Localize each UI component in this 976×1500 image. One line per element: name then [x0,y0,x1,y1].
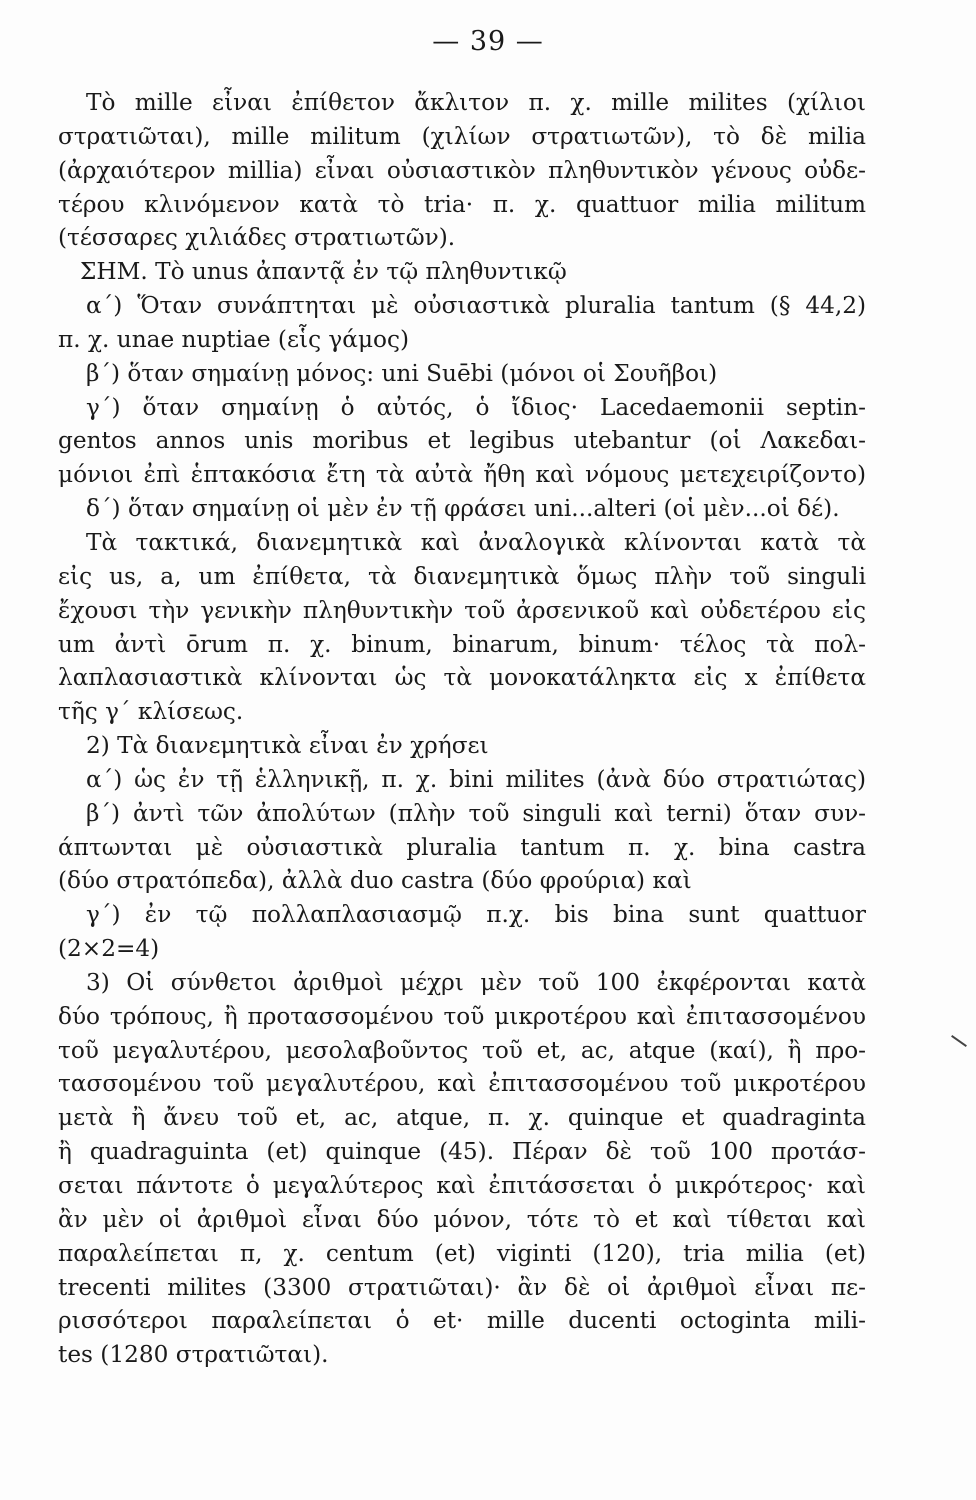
text-line: άπτωνται μὲ οὐσιαστικὰ pluralia tantum π. χ. bina castra [58,833,866,861]
text-line: Τὸ mille εἶναι ἐπίθετον ἄκλιτον π. χ. mille milites (χίλιοι [86,89,866,116]
text-line: α΄) ὡς ἐν τῇ ἑλληνικῇ, π. χ. bini milites (ἀνὰ δύο στρατιώτας) [86,765,866,793]
text-line: ἢ quadraguinta (et) quinque (45). Πέραν δὲ τοῦ 100 προτάσ- [58,1138,866,1166]
text-line: ΣΗΜ. Τὸ unus ἀπαντᾷ ἐν τῷ πληθυντικῷ [80,258,567,286]
text-line: 3) Οἱ σύνθετοι ἀριθμοὶ μέχρι μὲν τοῦ 100 ἐκφέρονται κατὰ [86,968,866,996]
text-line: ρισσότεροι παραλείπεται ὁ et· mille ducenti octoginta mili- [58,1307,866,1335]
text-line: π. χ. unae nuptiae (εἷς γάμος) [58,325,410,353]
body-text [58,86,866,1372]
text-line: δύο τρόπους, ἢ προτασσομένου τοῦ μικροτέρου καὶ ἐπιτασσομένου [58,1002,866,1030]
page-number: — 39 — [432,26,544,57]
text-line: 2) Τὰ διανεμητικὰ εἶναι ἐν χρήσει [86,732,489,760]
text-line: (2×2=4) [58,935,160,963]
text-line: um ἀντὶ ōrum π. χ. binum, binarum, binum· τέλος τὰ πολ- [58,630,866,658]
text-line: γ΄) ἐν τῷ πολλαπλασιασμῷ π.χ. bis bina sunt quattuor [86,901,866,929]
text-line: β΄) ἀντὶ τῶν ἀπολύτων (πλὴν τοῦ singuli καὶ terni) ὅταν συν- [86,799,866,827]
text-line: gentos annos unis moribus et legibus utebantur (οἱ Λακεδαι- [58,427,866,455]
text-line: ἔχουσι τὴν γενικὴν πληθυντικὴν τοῦ ἀρσενικοῦ καὶ οὐδετέρου εἰς [58,596,866,624]
text-line: ἂν μὲν οἱ ἀριθμοὶ εἶναι δύο μόνον, τότε τὸ et καὶ τίθεται καὶ [58,1205,866,1233]
text-line: μετὰ ἢ ἄνευ τοῦ et, ac, atque, π. χ. quinque et quadraginta [58,1104,866,1132]
text-line: α΄) Ὅταν συνάπτηται μὲ οὐσιαστικὰ pluralia tantum (§ 44,2) [86,292,866,320]
text-line: στρατιῶται), mille militum (χιλίων στρατιωτῶν), τὸ δὲ milia [58,122,866,150]
text-line: δ΄) ὅταν σημαίνῃ οἱ μὲν ἐν τῇ φράσει uni...alteri (οἱ μὲν...οἱ δέ). [86,495,840,523]
text-line: trecenti milites (3300 στρατιῶται)· ἂν δὲ οἱ ἀριθμοὶ εἶναι πε- [58,1273,866,1301]
text-line: (δύο στρατόπεδα), ἀλλὰ duo castra (δύο φρούρια) καὶ [58,867,692,895]
text-line: εἰς us, a, um ἐπίθετα, τὰ διανεμητικὰ ὅμως πλὴν τοῦ singuli [58,562,866,590]
text-line: τασσομένου τοῦ μεγαλυτέρου, καὶ ἐπιτασσομένου τοῦ μικροτέρου [58,1070,866,1098]
text-line: τοῦ μεγαλυτέρου, μεσολαβοῦντος τοῦ et, ac, atque (καί), ἢ προ- [58,1036,866,1064]
text-line: (ἀρχαιότερον millia) εἶναι οὐσιαστικὸν πληθυντικὸν γένους οὐδε- [58,156,866,184]
margin-mark [951,1035,967,1047]
text-line: μόνιοι ἐπὶ ἑπτακόσια ἔτη τὰ αὐτὰ ἤθη καὶ νόμους μετεχειρίζοντο) [58,461,866,489]
text-line: τῆς γ΄ κλίσεως. [58,698,244,726]
text-line: tes (1280 στρατιῶται). [58,1341,329,1369]
text-line: τέρου κλινόμενον κατὰ τὸ tria· π. χ. quattuor milia militum [58,190,866,218]
text-line: παραλείπεται π, χ. centum (et) viginti (120), tria milia (et) [58,1239,866,1267]
text-line: γ΄) ὅταν σημαίνῃ ὁ αὐτός, ὁ ἴδιος· Lacedaemonii septin- [86,393,866,421]
text-line: (τέσσαρες χιλιάδες στρατιωτῶν). [58,224,456,252]
text-line: β΄) ὅταν σημαίνῃ μόνος: uni Suēbi (μόνοι οἱ Σουῆβοι) [86,359,718,387]
text-line: σεται πάντοτε ὁ μεγαλύτερος καὶ ἐπιτάσσεται ὁ μικρότερος· καὶ [58,1172,866,1199]
text-line: λαπλασιαστικὰ κλίνονται ὡς τὰ μονοκατάληκτα εἰς x ἐπίθετα [58,664,866,692]
text-line: Τὰ τακτικά, διανεμητικὰ καὶ ἀναλογικὰ κλίνονται κατὰ τὰ [86,528,866,556]
